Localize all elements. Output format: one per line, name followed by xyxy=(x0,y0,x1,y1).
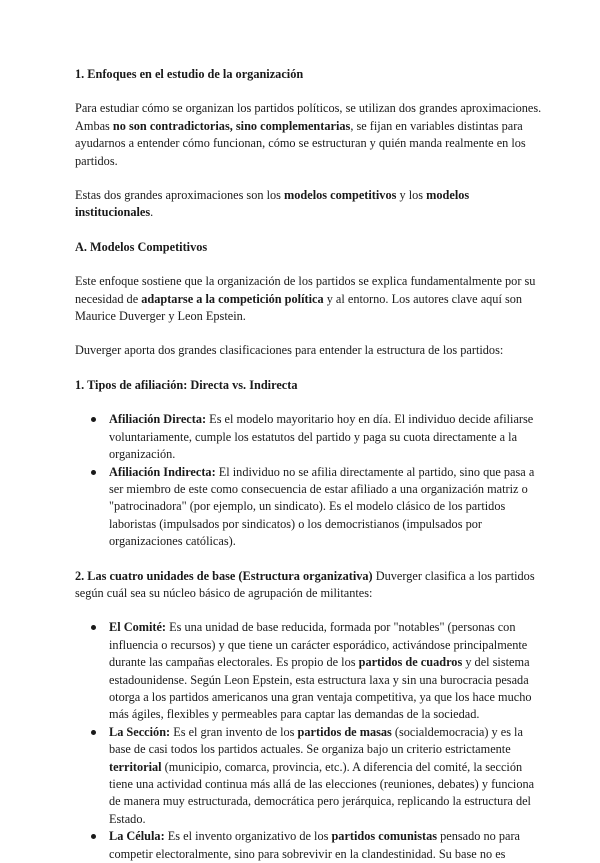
bold-run: modelos institucionales xyxy=(75,188,470,220)
text-run: , se fijan en variables distintas para ayudarnos a entender cómo funcionan, cómo se estructuran y quién manda realmente en los partidos. xyxy=(75,118,526,168)
text-run: y los xyxy=(396,188,427,203)
list-item-celula xyxy=(75,828,544,863)
section-heading-enfoques: 1. Enfoques en el estudio de la organización xyxy=(75,67,304,81)
list-term: La Sección: xyxy=(109,724,171,739)
paragraph-intro xyxy=(75,100,544,170)
section-heading-modelos-competitivos: A. Modelos Competitivos xyxy=(75,239,208,254)
paragraph-aproximaciones xyxy=(75,187,544,222)
bold-run: partidos de masas xyxy=(297,724,392,739)
list-term: Afiliación Indirecta: xyxy=(109,464,216,479)
text-run: Es el invento organizativo de los xyxy=(164,829,332,844)
text-run: Duverger clasifica a los partidos según cuál sea su núcleo básico de agrupación de militantes: xyxy=(75,568,535,600)
bold-run: no son contradictorias, sino complementarias xyxy=(112,118,351,133)
list-afiliacion xyxy=(75,411,544,550)
text-run: . xyxy=(150,205,154,220)
text-run: Es una unidad de base reducida, formada por "notables" (personas con influencia o recursos) y que tiene un carácter esporádico, activándose principalmente durante las campañas electorales. Es propio de los xyxy=(109,620,528,670)
list-text: El individuo no se afilia directamente al partido, sino que pasa a ser miembro de este como consecuencia de estar afiliado a una organización matriz o "patrocinadora" (por ejemplo, un sindicato). Es el modelo clásico de los partidos laboristas (impulsados por sindicatos) o los democristianos (impulsados por organizaciones católicas). xyxy=(109,464,535,549)
text-run: Para estudiar cómo se organizan los partidos políticos, se utilizan dos grandes aproximaciones. Ambas xyxy=(75,101,542,133)
bold-run: adaptarse a la competición política xyxy=(141,291,324,306)
section-heading-unidades-base: 2. Las cuatro unidades de base (Estructura organizativa) Duverger clasifica a los partidos según cuál sea su núcleo básico de agrupación de militantes: xyxy=(75,568,535,600)
list-item-afiliacion-directa xyxy=(75,411,544,463)
list-term: Afiliación Directa: xyxy=(109,412,207,427)
bold-run: modelos competitivos xyxy=(284,188,397,203)
list-term: El Comité: xyxy=(109,620,167,635)
bold-run: partidos de cuadros xyxy=(358,655,463,670)
text-run: y del sistema estadounidense. Según Leon Epstein, esta estructura laxa y sin una burocracia pesada otorga a los partidos americanos una gran ventaja competitiva, ya que los hace mucho más ágiles, flexibles y permeables para captar las demandas de la sociedad. xyxy=(109,655,532,722)
list-text: Es el modelo mayoritario hoy en día. El individuo decide afiliarse voluntariamente, cumple los estatutos del partido y paga su cuota directamente a la organización. xyxy=(109,412,534,462)
list-unidades xyxy=(75,619,544,863)
text-run: y al entorno. Los autores clave aquí son Maurice Duverger y Leon Epstein. xyxy=(75,291,523,324)
list-item-seccion xyxy=(75,724,544,828)
bold-run: territorial xyxy=(109,759,162,774)
text-run: pensado no para competir electoralmente, sino para sobrevivir en la clandestinidad. Su base no es xyxy=(109,829,521,861)
section-heading-tipos-afiliacion: 1. Tipos de afiliación: Directa vs. Indirecta xyxy=(75,377,298,392)
list-item-afiliacion-indirecta xyxy=(75,464,544,551)
list-term: La Célula: xyxy=(109,829,165,844)
text-run: Es el gran invento de los xyxy=(170,724,298,739)
list-item-comite xyxy=(75,619,544,723)
text-run: (municipio, comarca, provincia, etc.). A diferencia del comité, la sección tiene una actividad continua más allá de las elecciones (reuniones, debates) y funciona de manera muy estructurada, democrática pero jerárquica, replicando la estructura del Estado. xyxy=(109,759,535,826)
paragraph-duverger: Duverger aporta dos grandes clasificaciones para entender la estructura de los partidos: xyxy=(75,343,504,358)
bold-run: partidos comunistas xyxy=(331,829,438,844)
text-run: Estas dos grandes aproximaciones son los xyxy=(75,188,285,203)
text-run: (socialdemocracia) y es la base de casi todos los partidos actuales. Se organiza bajo un criterio estrictamente xyxy=(109,724,523,757)
paragraph-enfoque xyxy=(75,273,544,325)
text-run: Este enfoque sostiene que la organización de los partidos se explica fundamentalmente por su necesidad de xyxy=(75,274,536,306)
